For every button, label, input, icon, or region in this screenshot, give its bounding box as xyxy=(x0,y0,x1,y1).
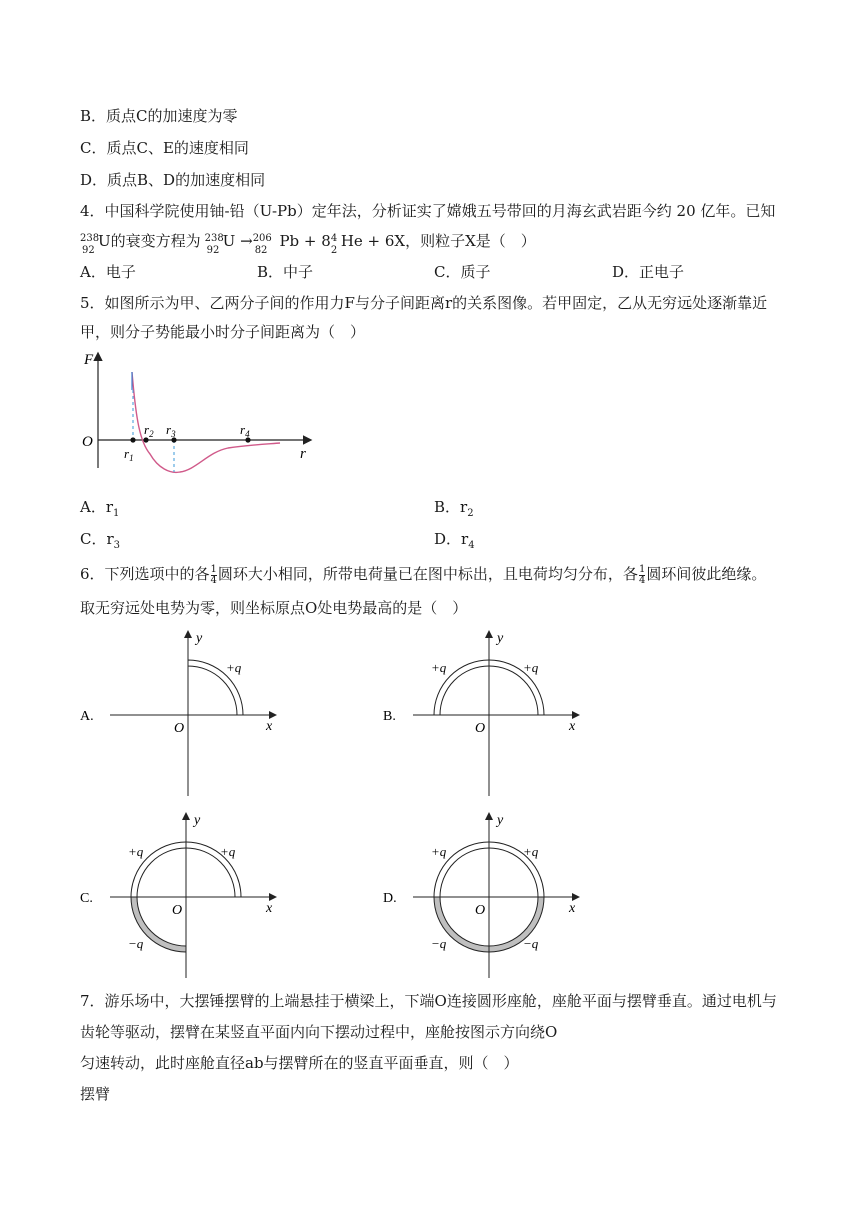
figure-a-charge-1: +q xyxy=(226,660,242,675)
figure-c-label: C. xyxy=(80,891,93,906)
svg-text:O: O xyxy=(475,721,486,736)
q5-option-a: A．$r_1$ xyxy=(80,498,120,519)
q3-option-c: C．质点C、E的速度相同 xyxy=(80,139,249,157)
q6-stem-line2: 取无穷远处电势为零，则坐标原点O处电势最高的是（ ） xyxy=(80,599,468,617)
q4-option-b: B．中子 xyxy=(257,263,314,281)
figure-d-label: D. xyxy=(383,891,397,906)
svg-text:y: y xyxy=(497,813,504,828)
r3-label: $r_3$ xyxy=(166,422,176,439)
q7-stem-line1: 7．游乐场中，大摆锤摆臂的上端悬挂于横梁上，下端O连接圆形座舱，座舱平面与摆臂垂直。通过电机与 xyxy=(80,992,777,1010)
q7-figure-label-swing-arm: 摆臂 xyxy=(80,1085,111,1103)
r1-point xyxy=(130,437,135,442)
q5-stem-line2: 甲，则分子势能最小时分子间距离为（ ） xyxy=(80,323,366,341)
figure-a-quarter-ring xyxy=(80,628,280,798)
figure-b-charge-1: +q xyxy=(431,660,447,675)
svg-text:x: x xyxy=(569,901,576,916)
r2-point xyxy=(143,437,148,442)
figure-d-full-ring xyxy=(383,810,583,980)
figure-b-label: B. xyxy=(383,709,396,724)
svg-text:O: O xyxy=(475,903,486,918)
figure-d-charge-2: +q xyxy=(523,844,539,859)
svg-text:y: y xyxy=(194,813,201,828)
q4-option-a: A．电子 xyxy=(80,263,136,281)
graph-origin-label: O xyxy=(82,434,93,450)
svg-text:y: y xyxy=(497,631,504,646)
figure-d-charge-1: +q xyxy=(431,844,447,859)
graph-x-label: r xyxy=(300,446,306,462)
q4-option-c: C．质子 xyxy=(434,263,491,281)
svg-text:O: O xyxy=(174,721,185,736)
q3-option-d: D．质点B、D的加速度相同 xyxy=(80,171,266,189)
u-nuclide: 238 92 xyxy=(80,233,100,256)
q5-option-d: D．$r_4$ xyxy=(434,530,475,551)
q4-option-d: D．正电子 xyxy=(612,263,685,281)
r4-label: $r_4$ xyxy=(240,422,250,439)
svg-text:x: x xyxy=(569,719,576,734)
q5-option-b: B．$r_2$ xyxy=(434,498,474,519)
figure-c-charge-1: +q xyxy=(128,844,144,859)
svg-text:O: O xyxy=(172,903,183,918)
q6-stem-line1: 6．下列选项中的各 $\frac{1}{4}$ 圆环大小相同，所带电荷量已在图中标出，且电荷均匀分布，各 $\frac{1}{4}$ 圆环间彼此绝缘。 xyxy=(80,563,767,586)
q5-option-c: C．$r_3$ xyxy=(80,530,121,551)
svg-text:x: x xyxy=(266,901,273,916)
figure-b-charge-2: +q xyxy=(523,660,539,675)
svg-text:x: x xyxy=(266,719,273,734)
q7-stem-line3: 匀速转动，此时座舱直径ab与摆臂所在的竖直平面垂直，则（ ） xyxy=(80,1054,519,1072)
figure-c-charge-2: +q xyxy=(220,844,236,859)
svg-text:y: y xyxy=(196,631,203,646)
figure-a-label: A. xyxy=(80,709,94,724)
q7-stem-line2: 齿轮等驱动，摆臂在某竖直平面内向下摆动过程中，座舱按图示方向绕O xyxy=(80,1023,558,1041)
figure-c-three-quarter-ring xyxy=(80,810,280,980)
force-curve xyxy=(132,372,280,472)
q4-stem-line1: 4．中国科学院使用铀-铅（U-Pb）定年法，分析证实了嫦娥五号带回的月海玄武岩距今约 20 亿年。已知 xyxy=(80,202,776,220)
graph-y-label: F xyxy=(84,352,94,368)
r2-label: $r_2$ xyxy=(144,422,154,439)
figure-d-charge-4: −q xyxy=(523,936,539,951)
figure-b-half-ring xyxy=(383,628,583,798)
fraction-quarter: $\frac{1}{4}$ xyxy=(210,563,217,586)
r1-label: $r_1$ xyxy=(124,446,134,463)
force-distance-graph xyxy=(78,350,318,470)
q3-option-b: B．质点C的加速度为零 xyxy=(80,107,238,125)
q4-decay-equation: 238 92 U的衰变方程为 238 92 U → 206 82 Pb + 8 4 2 He + 6X，则粒子X是（ ） xyxy=(80,232,536,256)
figure-c-charge-3: −q xyxy=(128,936,144,951)
q5-stem-line1: 5．如图所示为甲、乙两分子间的作用力F与分子间距离r的关系图像。若甲固定，乙从无穷远处逐渐靠近 xyxy=(80,294,768,312)
figure-d-charge-3: −q xyxy=(431,936,447,951)
